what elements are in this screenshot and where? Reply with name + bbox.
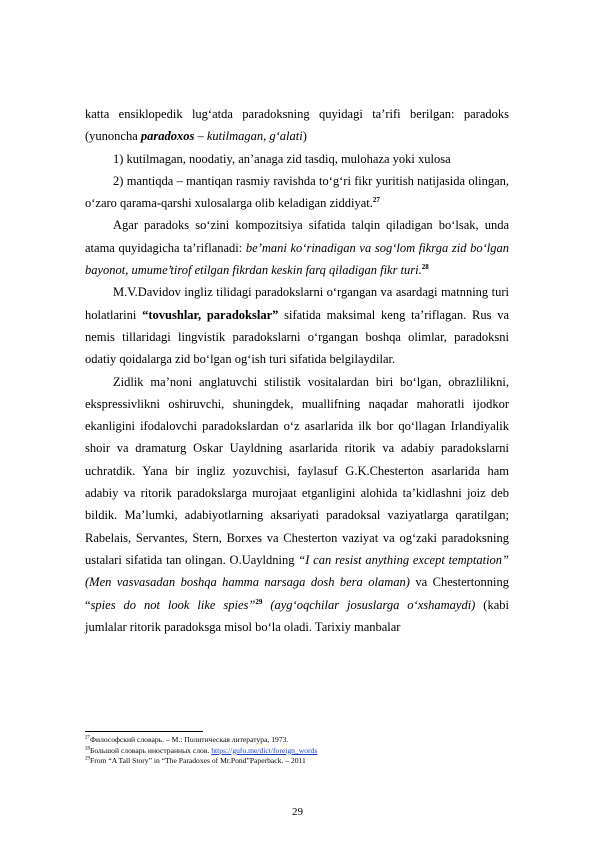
footnote-text: Философский словарь. – M.: Политическая литература, 1973.	[90, 735, 289, 744]
footnote-29	[85, 756, 509, 767]
footnote-ref-27[interactable]: 27	[372, 196, 380, 205]
text-run: M.V.Davidov ingliz tilidagi paradokslarni o‘rgangan va asardagi matnning turi holatlarini	[85, 285, 509, 322]
footnotes	[85, 735, 509, 767]
footnote-text: From “A Tall Story” in “The Paradoxes of Mr.Pond”Paperback. – 2011	[90, 756, 306, 766]
bold-term: “tovushlar, paradokslar”	[142, 307, 279, 322]
page-number: 29	[292, 806, 303, 818]
footnote-number: 27	[85, 735, 90, 741]
paragraph-wilde-chesterton	[85, 371, 509, 639]
footnote-separator	[85, 731, 203, 732]
text-run: 2) mantiqda – mantiqan rasmiy ravishda to‘g‘ri fikr yuritish natijasida olingan, o‘zaro qarama-qarshi xulosalarga olib keladigan ziddiyat.	[85, 173, 509, 211]
quote-wilde: “I can resist anything except temptation” (Men vasvasadan boshqa hamma narsaga dosh bera olaman)	[85, 552, 509, 590]
footnote-27	[85, 735, 509, 746]
text-run: )	[302, 129, 307, 144]
term-paradoxos: paradoxos	[140, 129, 195, 144]
footnote-ref-28[interactable]: 28	[421, 262, 429, 271]
paragraph-davidov	[85, 281, 509, 370]
quote-translation: (ayg‘oqchilar josuslarga o‘xshamaydi)	[262, 597, 476, 612]
paragraph-definition-1: 1) kutilmagan, noodatiy, an’anaga zid tasdiq, mulohaza yoki xulosa	[113, 151, 451, 166]
text-run: Zidlik ma’noni anglatuvchi stilistik vositalardan biri bo‘lgan, obrazlilikni, ekspressivlikni oshiruvchi, shuningdek, muallifning naqadar mahoratli ijodkor ekanligini ifodalovchi paradokslardan o‘z asarlarida ilk bor qo‘llagan Irlandiyalik shoir va dramaturg Oskar Uayldning asarlarida ritorik va adabiy paradokslarni uchratdik. Yana bir ingliz yozuvchisi, faylasuf G.K.Chesterton asarlarida ham adabiy va ritorik paradokslarga murojaat etganligini alohida ta’kidlashni joiz deb bildik. Ma’lumki, adabiyotlarning aksariyati paradoksal vaziyatlarga qaratilgan; Rabelais, Servantes, Stern, Borxes va Chesterton vaziyat va og‘zaki paradoksning ustalari sifatida tan olingan. O.Uayldning	[85, 374, 509, 567]
text-run: (kabi jumlalar ritorik paradoksga misol bo‘la oladi. Tarixiy manbalar	[85, 597, 509, 634]
paragraph-composition	[85, 214, 509, 281]
footnote-number: 29	[85, 756, 90, 762]
quote-chesterton: spies do not look like spies”	[90, 597, 256, 612]
footnote-28	[85, 746, 509, 757]
footnote-link[interactable]: https://gufo.me/dict/foreign_words	[211, 745, 318, 755]
paragraph-definition-2	[85, 170, 509, 215]
footnote-ref-29[interactable]: 29	[255, 597, 263, 606]
paragraph-definition-intro	[85, 103, 509, 148]
footnote-text: Большой словарь иностранных слов.	[90, 745, 212, 755]
text-run: Agar paradoks so‘zini kompozitsiya sifatida talqin qiladigan bo‘lsak, unda atama quyidagicha ta’riflanadi:	[85, 218, 509, 255]
text-run: katta ensiklopedik lug‘atda paradoksning quyidagi ta’rifi berilgan: paradoks (yunoncha	[85, 107, 509, 144]
term-gloss: – kutilmagan, g‘alati	[194, 129, 303, 144]
footnote-number: 28	[85, 746, 90, 752]
text-run: sifatida maksimal keng ta’riflagan. Rus va nemis tillaridagi lingvistik paradokslarni o‘rgangan boshqa olimlar, paradoksni odatiy qoidalarga zid bo‘lgan og‘ish turi sifatida belgilaydilar.	[85, 307, 510, 367]
italic-definition: be’mani ko‘rinadigan va sog‘lom fikrga zid bo‘lgan bayonot, umume’tirof etilgan fikrdan keskin farq qiladigan fikr turi.	[85, 240, 509, 278]
text-run: va Chestertonning “	[85, 575, 509, 612]
body-text	[85, 103, 509, 638]
